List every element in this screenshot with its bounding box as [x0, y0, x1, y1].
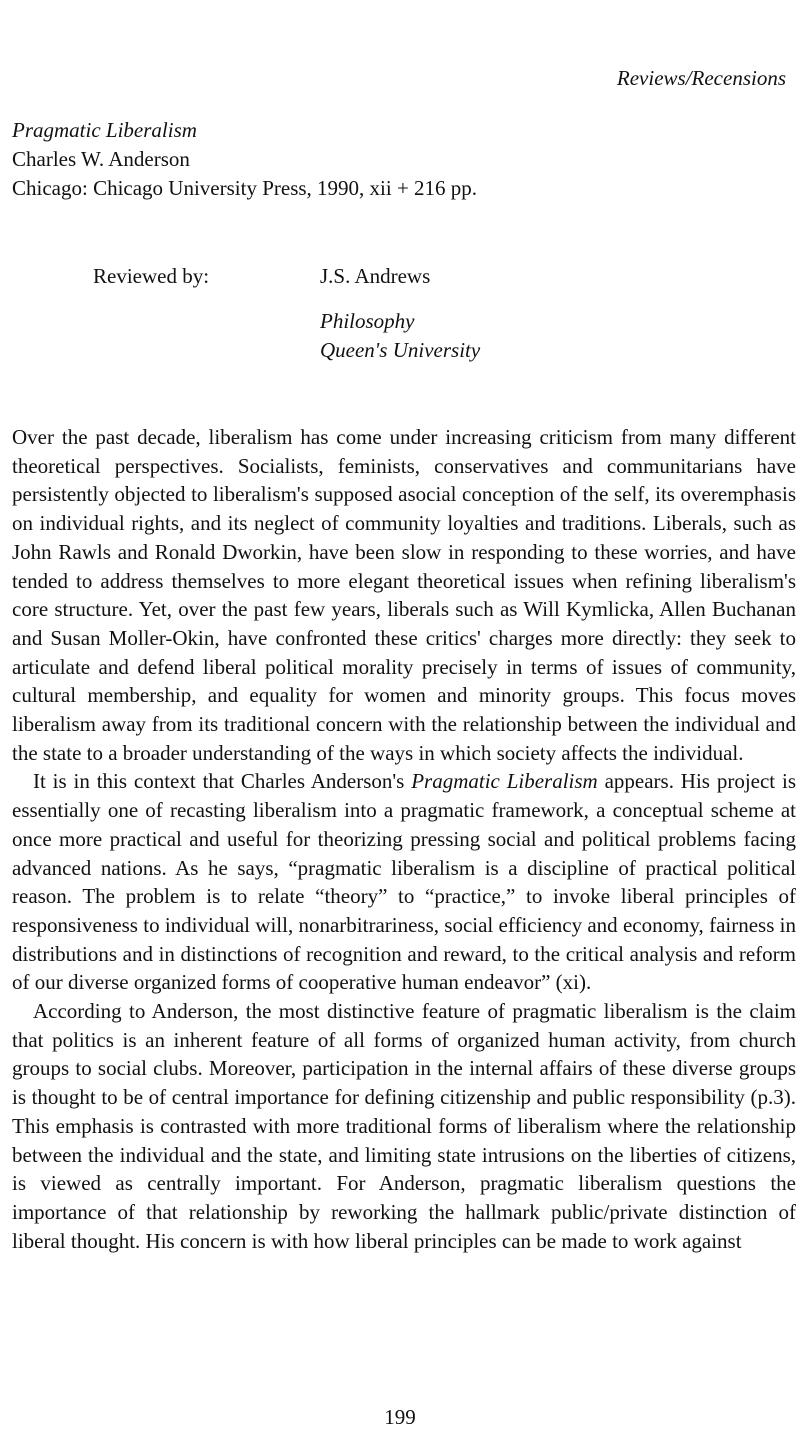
reviewer-name: J.S. Andrews	[320, 264, 431, 288]
reviewer-department: Philosophy	[320, 309, 415, 333]
reviewer-label: Reviewed by:	[93, 264, 210, 288]
paragraph-1: Over the past decade, liberalism has come under increasing criticism from many different theoretical perspectives. Socialists, feminists, conservatives and communitarians have persistently objected to liberalism's supposed asocial conception of the self, its overemphasis on individual rights, and its neglect of community loyalties and traditions. Liberals, such as John Rawls and Ronald Dworkin, have been slow in responding to these worries, and have tended to address themselves to more elegant theoretical issues when refining liberalism's core structure. Yet, over the past few years, liberals such as Will Kymlicka, Allen Buchanan and Susan Moller-Okin, have confronted these critics' charges more directly: they seek to articulate and defend liberal political morality precisely in terms of issues of community, cultural membership, and equality for women and minority groups. This focus moves liberalism away from its traditional concern with the relationship between the individual and the state to a broader understanding of the ways in which society affects the individual.	[12, 425, 796, 765]
paragraph-3: According to Anderson, the most distinctive feature of pragmatic liberalism is the claim that politics is an inherent feature of all forms of organized human activity, from church groups to social clubs. Moreover, participation in the internal affairs of these diverse groups is thought to be of central importance for defining citizenship and public responsibility (p.3). This emphasis is contrasted with more traditional forms of liberalism where the relationship between the individual and the state, and limiting state intrusions on the liberties of citizens, is viewed as centrally important. For Anderson, pragmatic liberalism questions the importance of that relationship by reworking the hallmark public/private distinction of liberal thought. His concern is with how liberal principles can be made to work against	[12, 999, 796, 1253]
section-header: Reviews/Recensions	[616, 66, 786, 90]
book-author: Charles W. Anderson	[12, 147, 190, 171]
paragraph-2-rest: appears. His project is essentially one of recasting liberalism into a pragmatic framework, a conceptual scheme at once more practical and useful for theorizing pressing social and political problems facing advanced nations. As he says, “pragmatic liberalism is a discipline of practical political reason. The problem is to relate “theory” to “practice,” to invoke liberal principles of responsiveness to individual will, nonarbitrariness, social efficiency and economy, fairness in distributions and in distinctions of recognition and reward, to the critical analysis and reform of our diverse organized forms of cooperative human endeavor” (xi).	[12, 769, 796, 995]
reviewer-info	[320, 262, 480, 365]
book-publication: Chicago: Chicago University Press, 1990, xii + 216 pp.	[12, 176, 478, 200]
paragraph-2	[12, 767, 796, 997]
page-number: 199	[384, 1405, 416, 1429]
book-title: Pragmatic Liberalism	[12, 118, 197, 142]
review-body	[12, 423, 796, 1255]
paragraph-2-book-title: Pragmatic Liberalism	[411, 769, 598, 794]
book-citation	[12, 116, 477, 203]
paragraph-2-intro: It is in this context that Charles Anderson's	[33, 769, 412, 794]
reviewer-university: Queen's University	[320, 338, 481, 362]
